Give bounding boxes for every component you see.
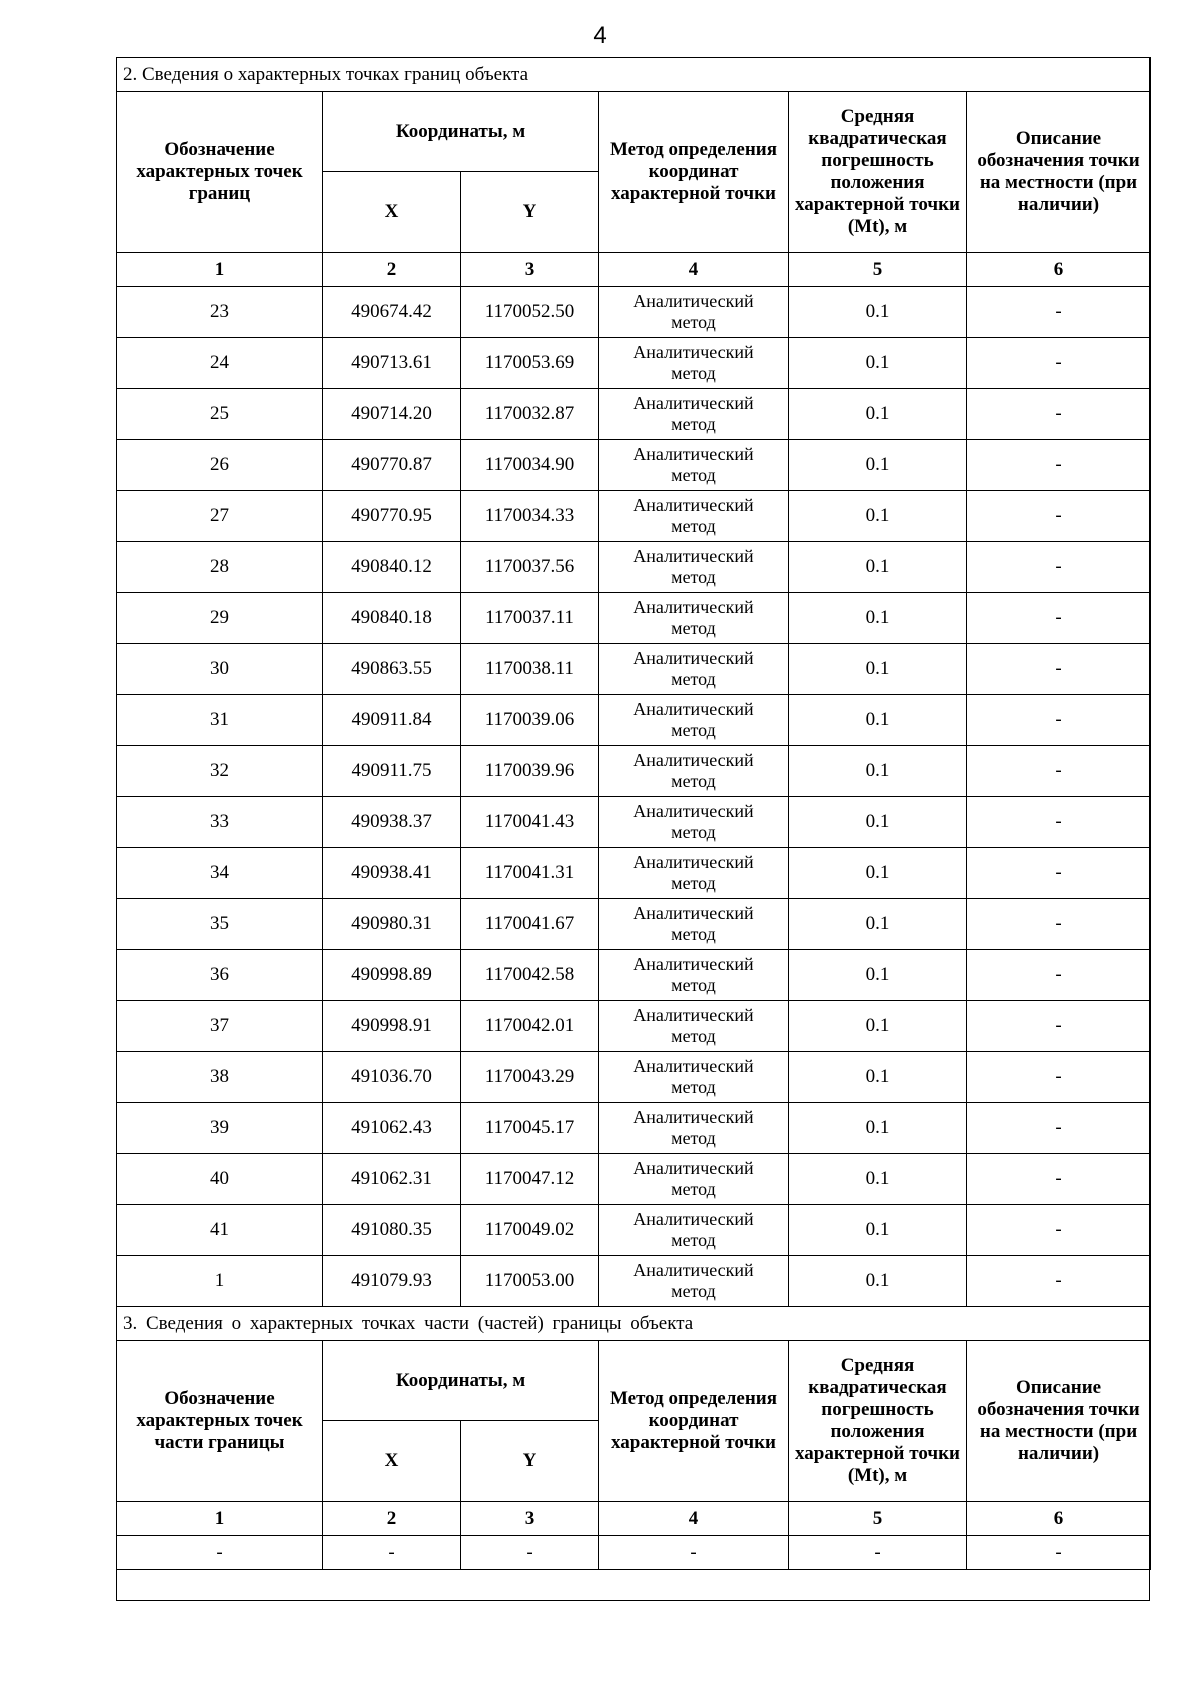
point-designation: 28 [117, 542, 323, 593]
method-line2: метод [671, 873, 716, 893]
coordinate-x: 490770.87 [323, 440, 461, 491]
coordinate-x: 490980.31 [323, 899, 461, 950]
description-value: - [967, 1256, 1151, 1307]
description-value: - [967, 746, 1151, 797]
header-method: Метод определения координат характерной точки [599, 92, 789, 253]
method-line1: Аналитический [633, 750, 754, 771]
boundary-points-table [116, 57, 1151, 1307]
method-line1: Аналитический [633, 1209, 754, 1230]
error-value: - [789, 1536, 967, 1570]
coordinate-x: 490998.89 [323, 950, 461, 1001]
error-value: 0.1 [789, 1154, 967, 1205]
header-coordinates: Координаты, м [323, 1341, 599, 1421]
method-line1: Аналитический [633, 1158, 754, 1179]
coordinate-x: 490911.75 [323, 746, 461, 797]
description-value: - [967, 542, 1151, 593]
point-designation: 34 [117, 848, 323, 899]
point-designation: 37 [117, 1001, 323, 1052]
method-cell [599, 950, 789, 1001]
coordinate-y: - [461, 1536, 599, 1570]
header-designation: Обозначение характерных точек части границы [117, 1341, 323, 1502]
point-designation: 36 [117, 950, 323, 1001]
table-row [117, 1052, 1151, 1103]
coordinate-y: 1170041.43 [461, 797, 599, 848]
method-cell [599, 287, 789, 338]
coordinate-y: 1170037.11 [461, 593, 599, 644]
point-designation: 38 [117, 1052, 323, 1103]
coordinate-x: 491062.43 [323, 1103, 461, 1154]
coordinate-x: 490714.20 [323, 389, 461, 440]
method-line2: метод [671, 1179, 716, 1199]
coordinate-x: 490674.42 [323, 287, 461, 338]
error-value: 0.1 [789, 1001, 967, 1052]
description-value: - [967, 491, 1151, 542]
method-line1: Аналитический [633, 342, 754, 363]
point-designation: 24 [117, 338, 323, 389]
point-designation: 33 [117, 797, 323, 848]
point-designation: 32 [117, 746, 323, 797]
method-line2: метод [671, 924, 716, 944]
method-value: - [599, 1536, 789, 1570]
table-row [117, 1205, 1151, 1256]
table-row [117, 287, 1151, 338]
point-designation: 1 [117, 1256, 323, 1307]
point-designation: 41 [117, 1205, 323, 1256]
section2-title: 2. Сведения о характерных точках границ объекта [117, 58, 1151, 92]
error-value: 0.1 [789, 746, 967, 797]
method-line2: метод [671, 1128, 716, 1148]
coordinate-x: 491080.35 [323, 1205, 461, 1256]
coordinate-y: 1170039.06 [461, 695, 599, 746]
method-line2: метод [671, 669, 716, 689]
page-number: 4 [593, 22, 607, 49]
coordinate-x: 490863.55 [323, 644, 461, 695]
error-value: 0.1 [789, 440, 967, 491]
table-row [117, 950, 1151, 1001]
header-y: Y [461, 1421, 599, 1502]
header-description: Описание обозначения точки на местности (при наличии) [967, 92, 1151, 253]
part-boundary-points-table [116, 1306, 1151, 1570]
method-cell [599, 644, 789, 695]
method-line1: Аналитический [633, 495, 754, 516]
method-line2: метод [671, 822, 716, 842]
coordinate-y: 1170032.87 [461, 389, 599, 440]
coordinate-y: 1170034.90 [461, 440, 599, 491]
description-value: - [967, 644, 1151, 695]
error-value: 0.1 [789, 1103, 967, 1154]
column-number: 5 [789, 1502, 967, 1536]
method-line2: метод [671, 1230, 716, 1250]
coordinate-y: 1170053.00 [461, 1256, 599, 1307]
column-number: 5 [789, 253, 967, 287]
point-designation: 31 [117, 695, 323, 746]
header-coordinates: Координаты, м [323, 92, 599, 172]
description-value: - [967, 1154, 1151, 1205]
coordinate-y: 1170041.31 [461, 848, 599, 899]
point-designation: 25 [117, 389, 323, 440]
error-value: 0.1 [789, 644, 967, 695]
error-value: 0.1 [789, 848, 967, 899]
method-line2: метод [671, 720, 716, 740]
description-value: - [967, 899, 1151, 950]
point-designation: 27 [117, 491, 323, 542]
coordinate-y: 1170039.96 [461, 746, 599, 797]
method-line2: метод [671, 516, 716, 536]
method-line2: метод [671, 312, 716, 332]
header-error: Средняя квадратическая погрешность положения характерной точки (Mt), м [789, 92, 967, 253]
method-line2: метод [671, 975, 716, 995]
method-line1: Аналитический [633, 1107, 754, 1128]
coordinate-y: 1170045.17 [461, 1103, 599, 1154]
description-value: - [967, 695, 1151, 746]
table-row [117, 389, 1151, 440]
column-number: 6 [967, 1502, 1151, 1536]
point-designation: 23 [117, 287, 323, 338]
method-line1: Аналитический [633, 903, 754, 924]
description-value: - [967, 338, 1151, 389]
method-line2: метод [671, 363, 716, 383]
coordinate-x: 490938.41 [323, 848, 461, 899]
error-value: 0.1 [789, 695, 967, 746]
coordinate-y: 1170042.01 [461, 1001, 599, 1052]
method-line1: Аналитический [633, 699, 754, 720]
column-number: 6 [967, 253, 1151, 287]
table-row [117, 1256, 1151, 1307]
method-line1: Аналитический [633, 1260, 754, 1281]
coordinate-x: 490938.37 [323, 797, 461, 848]
method-cell [599, 389, 789, 440]
column-number: 3 [461, 1502, 599, 1536]
coordinate-x: 490998.91 [323, 1001, 461, 1052]
error-value: 0.1 [789, 287, 967, 338]
method-cell [599, 746, 789, 797]
description-value: - [967, 1052, 1151, 1103]
point-designation: 30 [117, 644, 323, 695]
header-method: Метод определения координат характерной точки [599, 1341, 789, 1502]
method-line1: Аналитический [633, 1005, 754, 1026]
table-row [117, 338, 1151, 389]
method-line2: метод [671, 414, 716, 434]
method-cell [599, 1256, 789, 1307]
method-line1: Аналитический [633, 852, 754, 873]
table-row [117, 1001, 1151, 1052]
method-line1: Аналитический [633, 546, 754, 567]
method-line2: метод [671, 465, 716, 485]
header-designation: Обозначение характерных точек границ [117, 92, 323, 253]
coordinate-x: - [323, 1536, 461, 1570]
method-line2: метод [671, 618, 716, 638]
coordinate-y: 1170053.69 [461, 338, 599, 389]
error-value: 0.1 [789, 1256, 967, 1307]
coordinate-x: 490770.95 [323, 491, 461, 542]
coordinate-x: 490911.84 [323, 695, 461, 746]
method-cell [599, 593, 789, 644]
method-cell [599, 1052, 789, 1103]
method-line1: Аналитический [633, 291, 754, 312]
coordinate-x: 491062.31 [323, 1154, 461, 1205]
coordinate-x: 490713.61 [323, 338, 461, 389]
method-line1: Аналитический [633, 648, 754, 669]
column-number: 1 [117, 1502, 323, 1536]
coordinate-y: 1170034.33 [461, 491, 599, 542]
point-designation: 39 [117, 1103, 323, 1154]
error-value: 0.1 [789, 1052, 967, 1103]
coordinate-x: 491079.93 [323, 1256, 461, 1307]
description-value: - [967, 287, 1151, 338]
column-number: 3 [461, 253, 599, 287]
point-designation: - [117, 1536, 323, 1570]
method-line1: Аналитический [633, 444, 754, 465]
method-line2: метод [671, 771, 716, 791]
coordinate-y: 1170049.02 [461, 1205, 599, 1256]
header-description: Описание обозначения точки на местности (при наличии) [967, 1341, 1151, 1502]
error-value: 0.1 [789, 593, 967, 644]
table-row [117, 1536, 1151, 1570]
coordinate-y: 1170038.11 [461, 644, 599, 695]
error-value: 0.1 [789, 389, 967, 440]
table-row [117, 695, 1151, 746]
method-line1: Аналитический [633, 801, 754, 822]
coordinate-x: 490840.18 [323, 593, 461, 644]
description-value: - [967, 848, 1151, 899]
table-row [117, 899, 1151, 950]
method-cell [599, 1001, 789, 1052]
error-value: 0.1 [789, 542, 967, 593]
method-cell [599, 440, 789, 491]
table-row [117, 593, 1151, 644]
point-designation: 40 [117, 1154, 323, 1205]
point-designation: 26 [117, 440, 323, 491]
coordinate-y: 1170043.29 [461, 1052, 599, 1103]
coordinate-y: 1170041.67 [461, 899, 599, 950]
method-cell [599, 338, 789, 389]
description-value: - [967, 797, 1151, 848]
table-row [117, 440, 1151, 491]
coordinate-y: 1170037.56 [461, 542, 599, 593]
description-value: - [967, 1103, 1151, 1154]
method-line2: метод [671, 1026, 716, 1046]
table-row [117, 542, 1151, 593]
column-number: 1 [117, 253, 323, 287]
description-value: - [967, 593, 1151, 644]
table-row [117, 848, 1151, 899]
error-value: 0.1 [789, 1205, 967, 1256]
table-row [117, 797, 1151, 848]
error-value: 0.1 [789, 338, 967, 389]
method-cell [599, 1154, 789, 1205]
error-value: 0.1 [789, 491, 967, 542]
method-line1: Аналитический [633, 954, 754, 975]
point-designation: 29 [117, 593, 323, 644]
column-number: 4 [599, 253, 789, 287]
table-row [117, 1154, 1151, 1205]
method-cell [599, 695, 789, 746]
error-value: 0.1 [789, 899, 967, 950]
header-x: X [323, 172, 461, 253]
description-value: - [967, 1001, 1151, 1052]
column-number: 2 [323, 253, 461, 287]
description-value: - [967, 1205, 1151, 1256]
coordinate-x: 490840.12 [323, 542, 461, 593]
method-line2: метод [671, 1077, 716, 1097]
column-number: 2 [323, 1502, 461, 1536]
coordinate-y: 1170042.58 [461, 950, 599, 1001]
method-cell [599, 1205, 789, 1256]
coordinate-x: 491036.70 [323, 1052, 461, 1103]
method-cell [599, 1103, 789, 1154]
method-line2: метод [671, 567, 716, 587]
coordinate-y: 1170047.12 [461, 1154, 599, 1205]
method-cell [599, 491, 789, 542]
description-value: - [967, 440, 1151, 491]
description-value: - [967, 389, 1151, 440]
table-row [117, 491, 1151, 542]
method-line1: Аналитический [633, 597, 754, 618]
table-row [117, 644, 1151, 695]
header-x: X [323, 1421, 461, 1502]
error-value: 0.1 [789, 950, 967, 1001]
method-line2: метод [671, 1281, 716, 1301]
description-value: - [967, 1536, 1151, 1570]
header-y: Y [461, 172, 599, 253]
error-value: 0.1 [789, 797, 967, 848]
method-line1: Аналитический [633, 1056, 754, 1077]
method-line1: Аналитический [633, 393, 754, 414]
table-row [117, 746, 1151, 797]
method-cell [599, 542, 789, 593]
coordinate-y: 1170052.50 [461, 287, 599, 338]
column-number: 4 [599, 1502, 789, 1536]
table-row [117, 1103, 1151, 1154]
method-cell [599, 899, 789, 950]
method-cell [599, 797, 789, 848]
description-value: - [967, 950, 1151, 1001]
section3-title: 3. Сведения о характерных точках части (частей) границы объекта [117, 1307, 1151, 1341]
point-designation: 35 [117, 899, 323, 950]
header-error: Средняя квадратическая погрешность положения характерной точки (Mt), м [789, 1341, 967, 1502]
method-cell [599, 848, 789, 899]
